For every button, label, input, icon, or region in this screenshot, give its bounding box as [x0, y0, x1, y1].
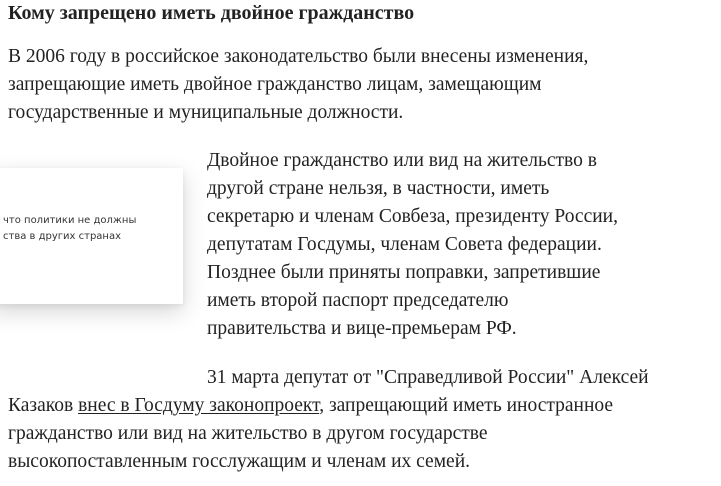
- paragraph-line: депутатам Госдумы, членам Совета федерации.: [207, 234, 602, 255]
- paragraph-line: правительства и вице-премьерам РФ.: [207, 318, 517, 339]
- paragraph-bill: [8, 364, 649, 476]
- quote-card-text: [3, 213, 136, 245]
- paragraph-line: гражданство или вид на жительство в другом государстве: [8, 423, 488, 444]
- quote-card-line: ства в других странах: [3, 231, 122, 242]
- quote-card-line: что политики не должны: [3, 215, 137, 226]
- paragraph-line: Позднее были приняты поправки, запретившие: [207, 262, 601, 283]
- paragraph-line: В 2006 году в российское законодательство были внесены изменения,: [8, 46, 589, 67]
- paragraph-line: высокопоставленным госслужащим и членам их семей.: [8, 451, 471, 472]
- section-heading: Кому запрещено иметь двойное гражданство: [8, 2, 415, 24]
- paragraph-line: 31 марта депутат от "Справедливой России" Алексей: [207, 367, 649, 388]
- paragraph-line: другой стране нельзя, в частности, иметь: [207, 178, 550, 199]
- bill-link[interactable]: внес в Госдуму законопроект: [78, 395, 320, 416]
- paragraph-line: государственные и муниципальные должности.: [8, 102, 404, 123]
- paragraph-intro: [8, 43, 588, 127]
- paragraph-line: секретарю и членам Совбеза, президенту России,: [207, 206, 618, 227]
- paragraph-text: , запрещающий иметь иностранное: [319, 395, 614, 416]
- paragraph-line: Двойное гражданство или вид на жительство в: [207, 150, 597, 171]
- paragraph-text: Казаков: [8, 395, 79, 416]
- paragraph-line: запрещающие иметь двойное гражданство лицам, замещающим: [8, 74, 542, 95]
- paragraph-line: иметь второй паспорт председателю: [207, 290, 509, 311]
- paragraph-restrictions: [207, 147, 618, 343]
- paragraph-line-with-link: [8, 392, 649, 420]
